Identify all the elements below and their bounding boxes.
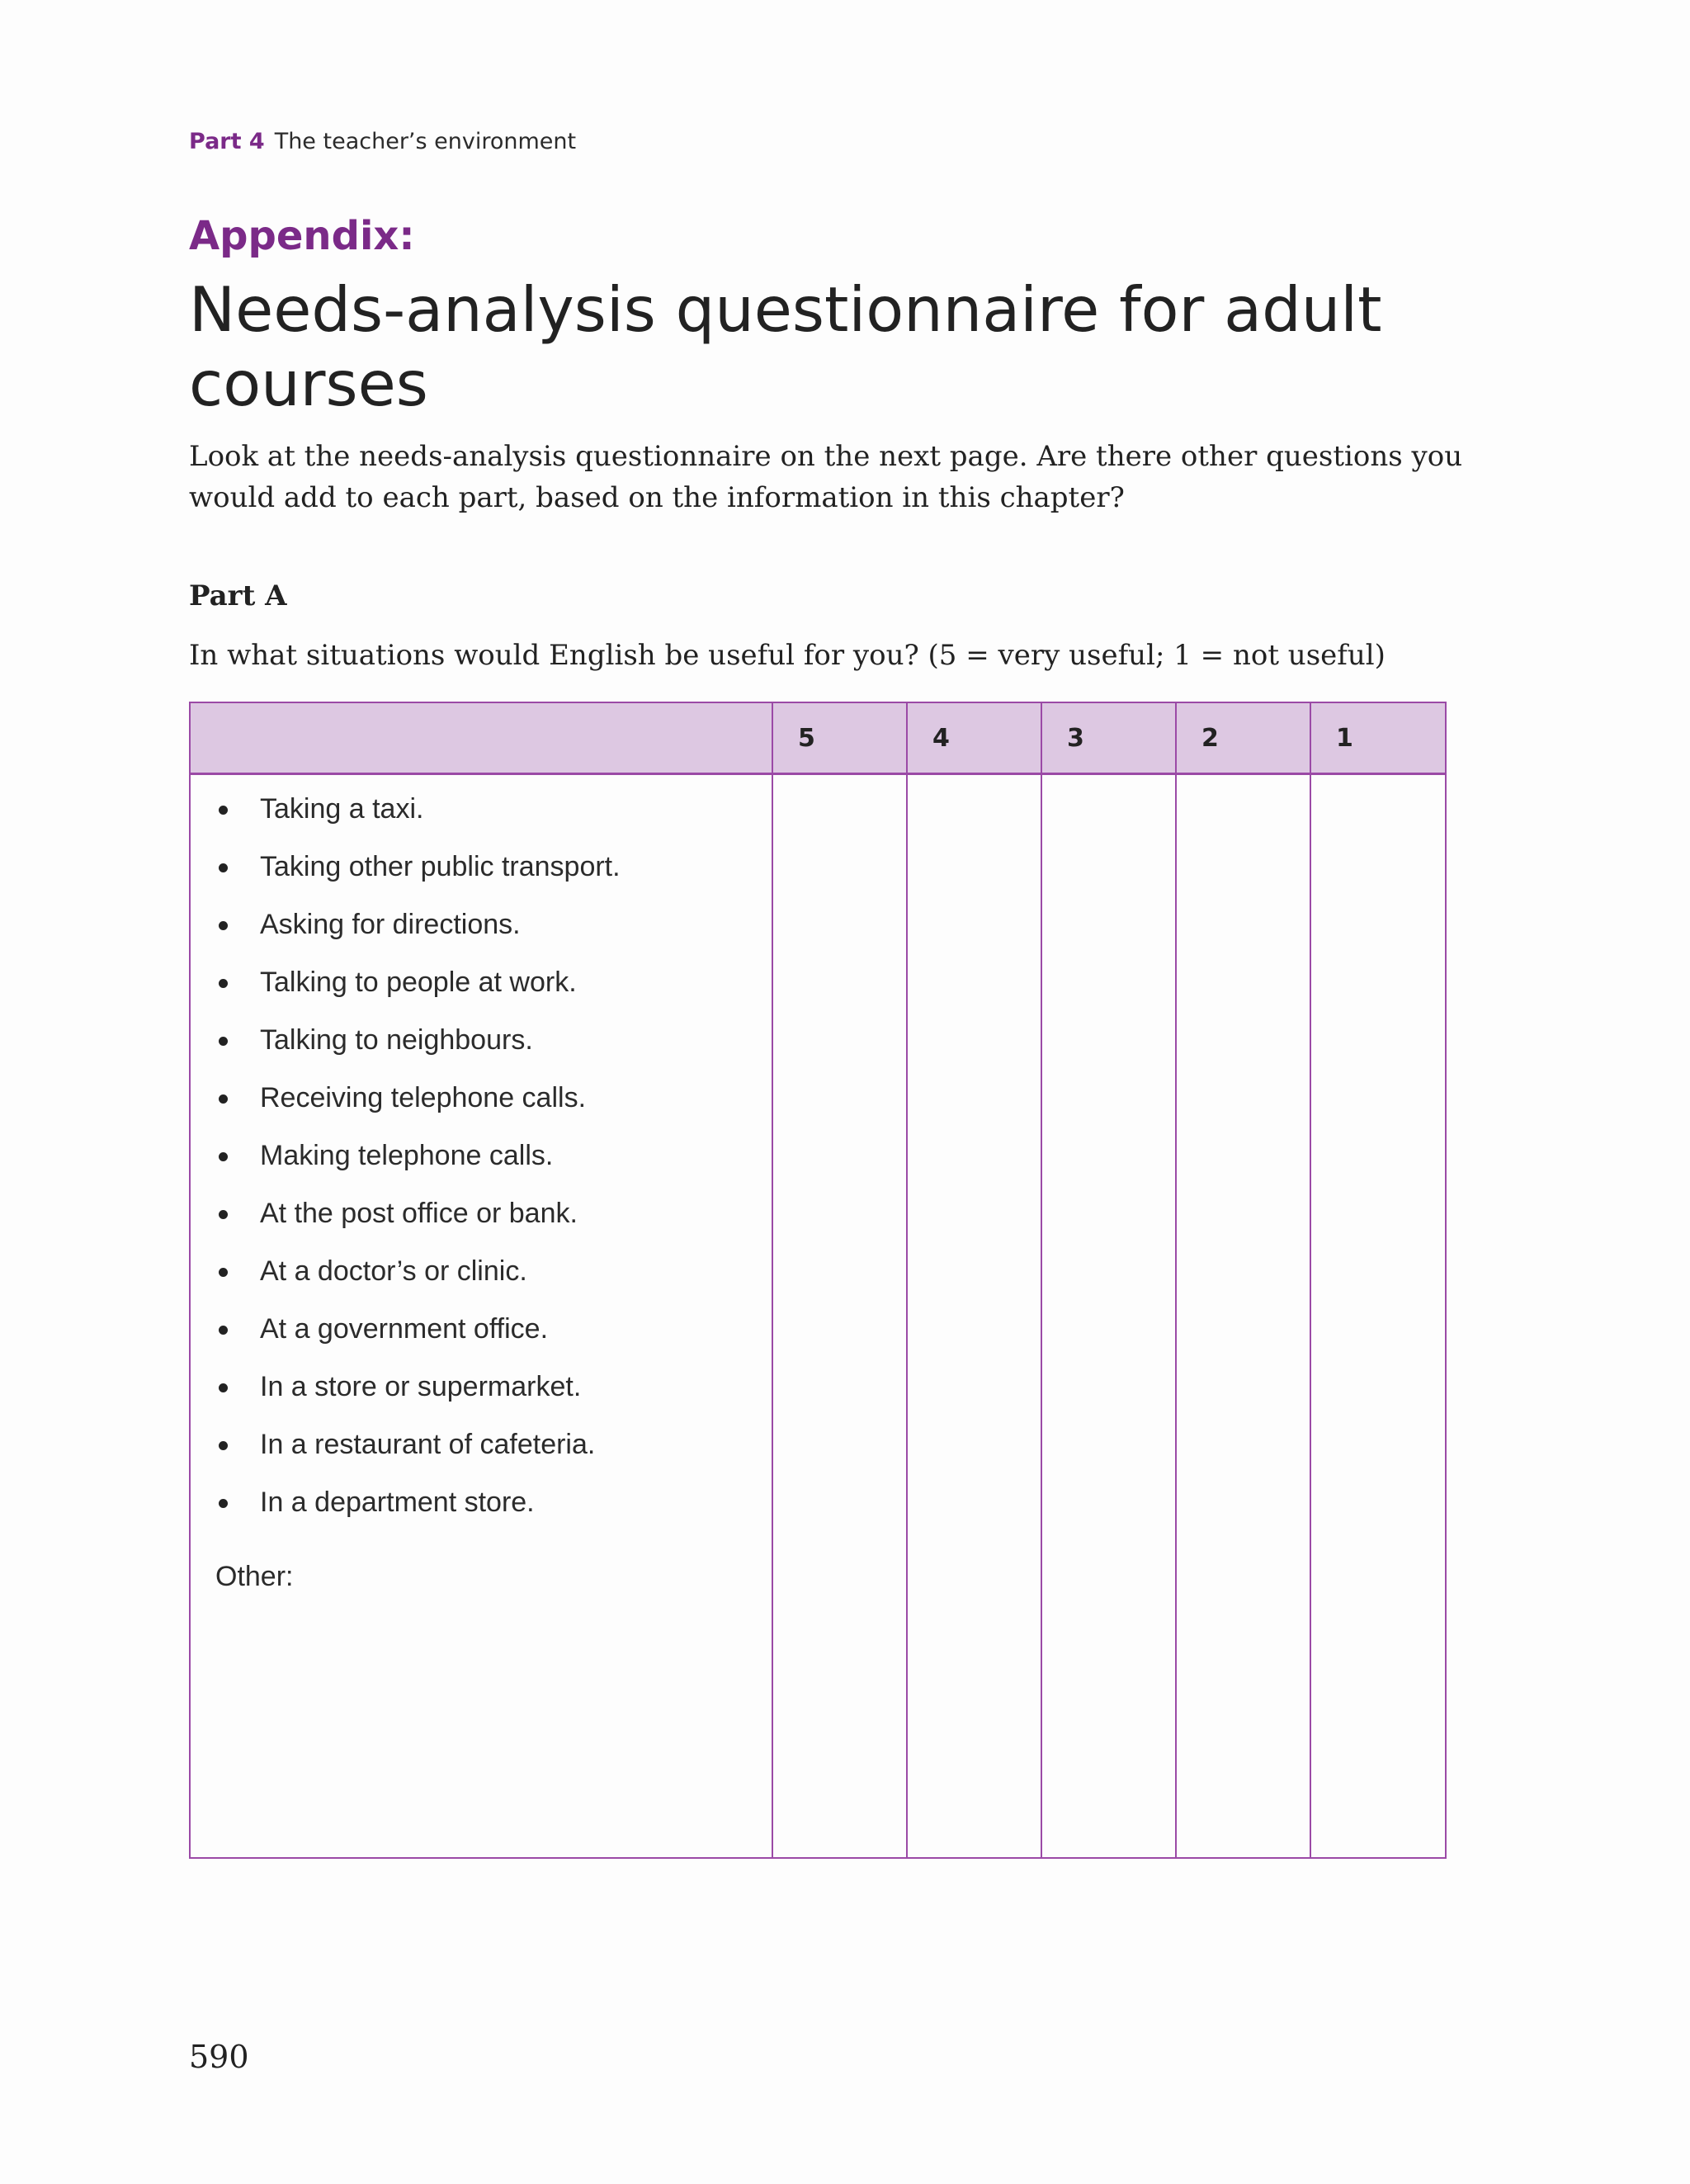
list-item <box>215 792 772 849</box>
list-item-label: At a government office. <box>260 1313 549 1345</box>
bullet-icon <box>219 863 228 872</box>
bullet-icon <box>219 921 228 930</box>
running-head-part: Part 4 <box>189 129 265 154</box>
list-item <box>215 1312 772 1369</box>
list-item <box>215 1196 772 1254</box>
list-item-label: Taking other public transport. <box>260 851 621 882</box>
list-item <box>215 1254 772 1312</box>
list-item-label: In a restaurant of cafeteria. <box>260 1429 596 1460</box>
list-item-label: Receiving telephone calls. <box>260 1082 587 1113</box>
bullet-icon <box>219 1094 228 1104</box>
list-item-label: At a doctor’s or clinic. <box>260 1255 527 1287</box>
list-item <box>215 1485 772 1543</box>
rating-cell-1[interactable] <box>1310 774 1446 1859</box>
list-item <box>215 1427 772 1485</box>
bullet-icon <box>219 1326 228 1335</box>
bullet-icon <box>219 1210 228 1219</box>
list-item-label: Making telephone calls. <box>260 1140 554 1171</box>
rating-cell-3[interactable] <box>1041 774 1176 1859</box>
bullet-icon <box>219 1383 228 1392</box>
table-body-row <box>190 774 1446 1859</box>
header-rating-3: 3 <box>1041 702 1176 774</box>
list-item <box>215 849 772 907</box>
bullet-icon <box>219 979 228 988</box>
list-item <box>215 1138 772 1196</box>
bullet-icon <box>219 1152 228 1161</box>
rating-cell-4[interactable] <box>907 774 1041 1859</box>
page-title: Needs-analysis questionnaire for adult courses <box>189 273 1382 420</box>
header-rating-5: 5 <box>772 702 907 774</box>
rating-cell-2[interactable] <box>1176 774 1310 1859</box>
header-blank-cell <box>190 702 772 774</box>
bullet-icon <box>219 1268 228 1277</box>
running-head <box>189 129 576 154</box>
list-item-label: At the post office or bank. <box>260 1198 578 1229</box>
list-item <box>215 1080 772 1138</box>
list-item-label: In a department store. <box>260 1487 535 1518</box>
rating-table <box>189 702 1447 1859</box>
list-item-label: Talking to neighbours. <box>260 1024 533 1056</box>
part-heading: Part A <box>189 579 287 612</box>
list-item-label: Taking a taxi. <box>260 793 424 825</box>
header-rating-4: 4 <box>907 702 1041 774</box>
table-header-row <box>190 702 1446 774</box>
header-rating-2: 2 <box>1176 702 1310 774</box>
list-item <box>215 965 772 1023</box>
bullet-icon <box>219 1037 228 1046</box>
list-item-label: Talking to people at work. <box>260 967 577 998</box>
list-item <box>215 1369 772 1427</box>
appendix-label: Appendix: <box>189 213 415 259</box>
intro-text: Look at the needs-analysis questionnaire on the next page. Are there other questions you would add to each part, based on the information in this chapter? <box>189 440 1463 514</box>
list-item-label: Asking for directions. <box>260 909 521 940</box>
other-label: Other: <box>215 1561 294 1592</box>
bullet-icon <box>219 1499 228 1508</box>
list-item-label: In a store or supermarket. <box>260 1371 582 1402</box>
situations-cell <box>190 774 772 1859</box>
question-text: In what situations would English be useful for you? (5 = very useful; 1 = not useful) <box>189 639 1386 672</box>
header-rating-1: 1 <box>1310 702 1446 774</box>
bullet-icon <box>219 1441 228 1450</box>
bullet-icon <box>219 806 228 815</box>
list-item <box>215 1023 772 1080</box>
situations-list <box>191 775 772 1543</box>
page-number: 590 <box>189 2039 249 2075</box>
list-item <box>215 907 772 965</box>
running-head-title: The teacher’s environment <box>274 129 577 154</box>
rating-cell-5[interactable] <box>772 774 907 1859</box>
